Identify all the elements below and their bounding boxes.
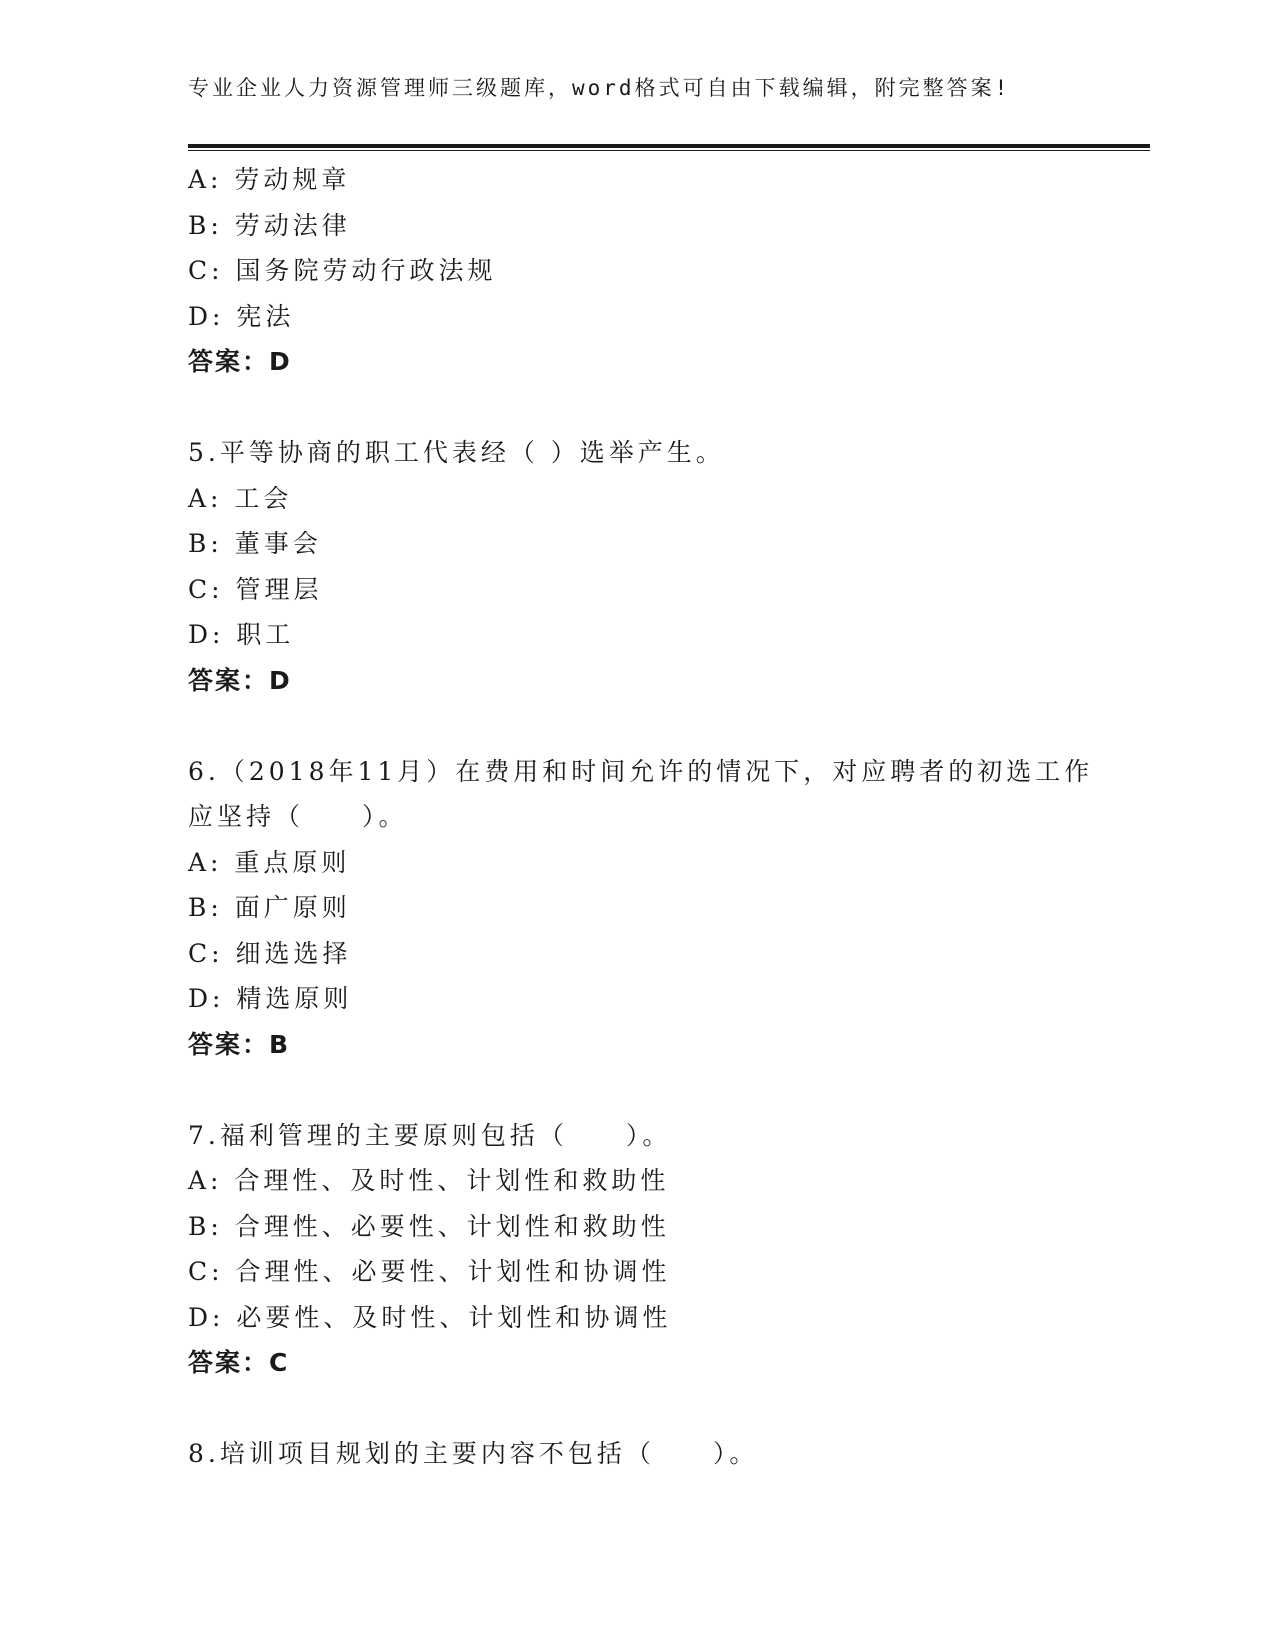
- option-d: D: 职工: [188, 620, 295, 649]
- option-c: C: 合理性、必要性、计划性和协调性: [188, 1257, 671, 1286]
- page-header: 专业企业人力资源管理师三级题库，word格式可自由下载编辑，附完整答案!: [188, 76, 1011, 100]
- option-a: A: 重点原则: [188, 847, 351, 877]
- option-b: B: 劳动法律: [188, 210, 351, 240]
- option-c: C: 管理层: [188, 574, 323, 604]
- option-a: A: 合理性、及时性、计划性和救助性: [188, 1166, 670, 1195]
- option-a: A: 工会: [188, 483, 293, 513]
- spacer: [188, 385, 1088, 431]
- option-a: A: 劳动规章: [188, 165, 351, 194]
- option-b: B: 合理性、必要性、计划性和救助性: [188, 1211, 670, 1241]
- answer: 答案：D: [188, 665, 292, 695]
- question-stem-line-1: 6.（2018年11月）在费用和时间允许的情况下，对应聘者的初选工作: [188, 756, 1094, 786]
- question-4: [188, 157, 1088, 385]
- option-c: C: 国务院劳动行政法规: [188, 256, 497, 285]
- question-list: [188, 157, 1094, 1477]
- question-6: [188, 749, 1094, 1068]
- option-c: C: 细选选择: [188, 938, 352, 968]
- option-d: D: 宪法: [188, 301, 295, 331]
- option-d: D: 必要性、及时性、计划性和协调性: [188, 1302, 672, 1332]
- spacer: [188, 1067, 1088, 1113]
- header-rule-thick: [188, 144, 1150, 148]
- question-stem-line-2: 应坚持（ ）。: [188, 802, 408, 831]
- question-stem: 5.平等协商的职工代表经（ ）选举产生。: [188, 438, 725, 467]
- spacer: [188, 703, 1088, 749]
- answer: 答案：C: [188, 1348, 290, 1377]
- question-7: [188, 1113, 1088, 1386]
- header-rule-thin: [188, 150, 1150, 151]
- question-stem: 7.福利管理的主要原则包括（ ）。: [188, 1120, 672, 1150]
- option-b: B: 董事会: [188, 529, 322, 558]
- question-stem: 8.培训项目规划的主要内容不包括（ ）。: [188, 1439, 759, 1468]
- answer: 答案：D: [188, 347, 292, 376]
- answer: 答案：B: [188, 1029, 291, 1059]
- spacer: [188, 1386, 1088, 1432]
- question-8: [188, 1431, 1088, 1477]
- option-d: D: 精选原则: [188, 984, 353, 1013]
- question-5: [188, 430, 1088, 703]
- option-b: B: 面广原则: [188, 893, 351, 922]
